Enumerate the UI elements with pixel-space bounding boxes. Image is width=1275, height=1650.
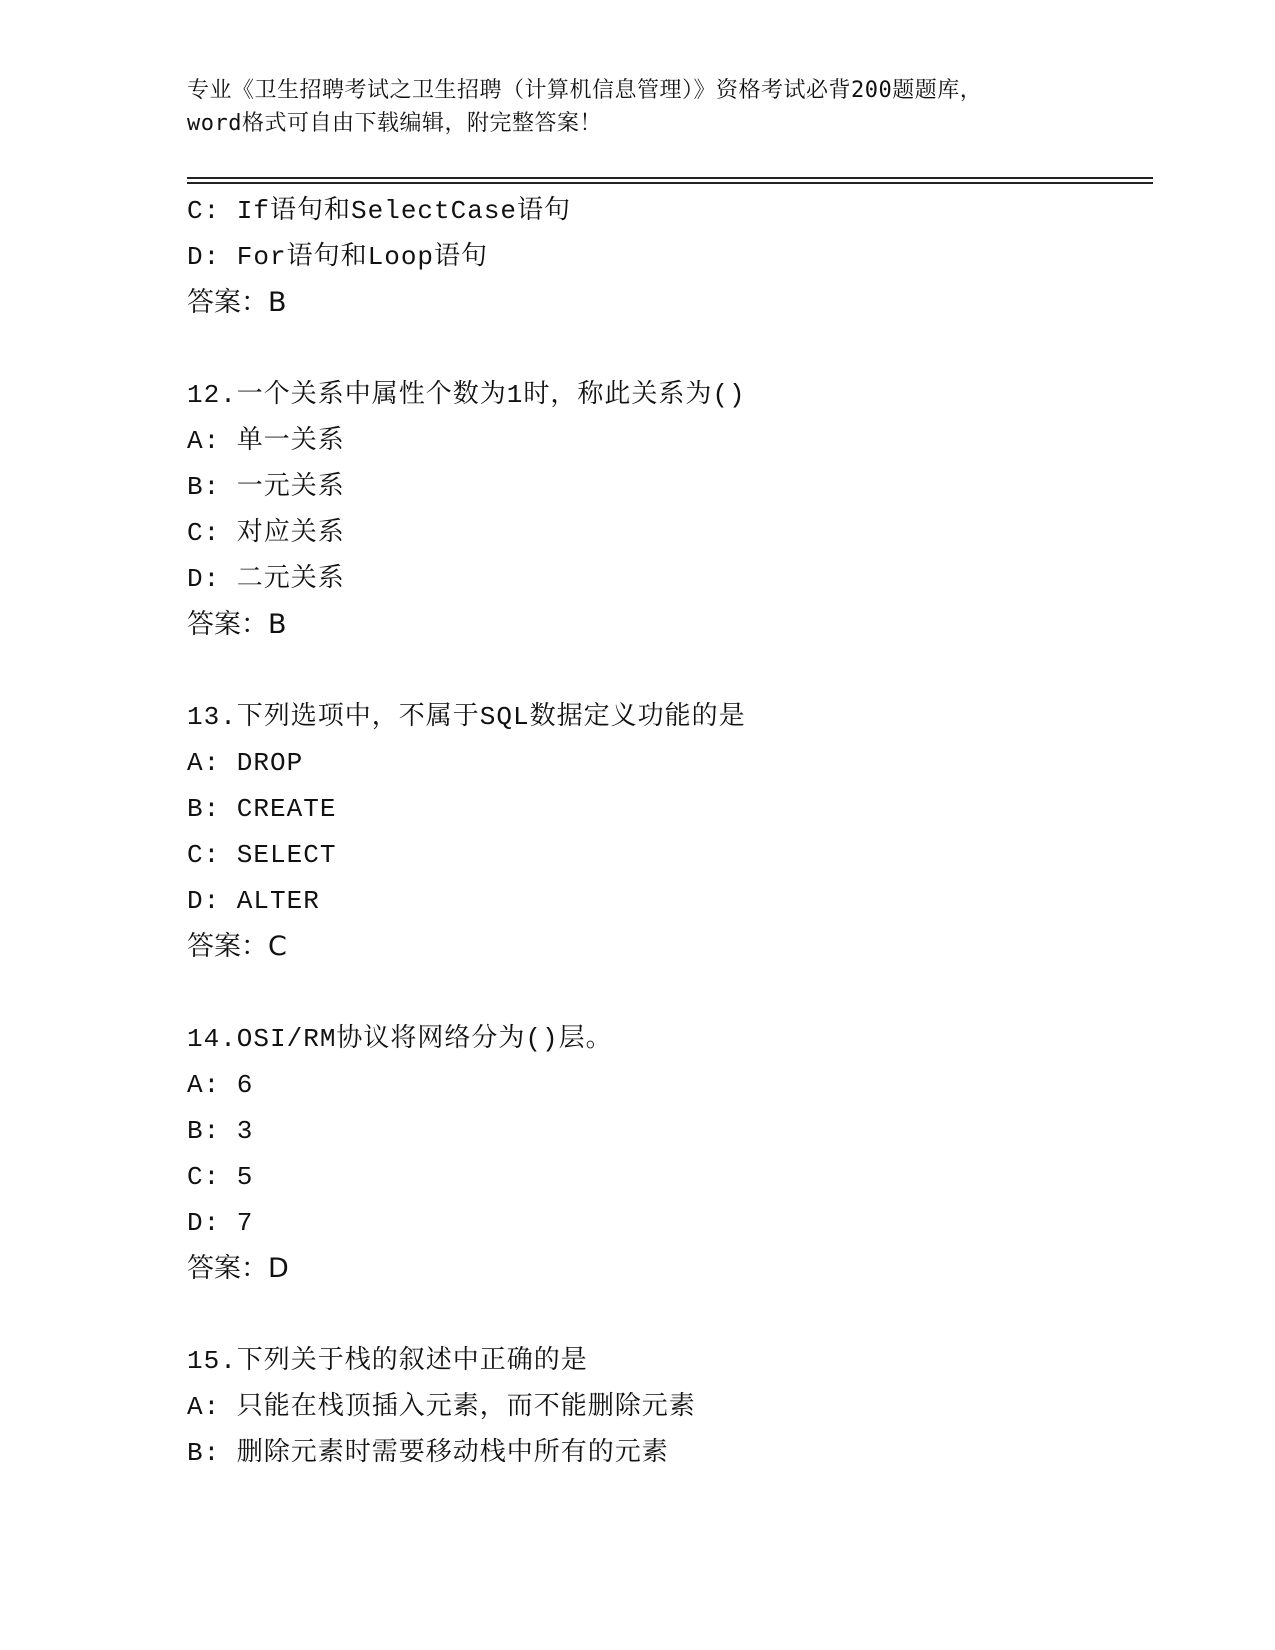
- question-15: [187, 1338, 1153, 1476]
- question-stem: 15.下列关于栈的叙述中正确的是: [187, 1346, 588, 1376]
- option-b: B: 一元关系: [187, 472, 345, 502]
- question-stem: 12.一个关系中属性个数为1时，称此关系为(): [187, 380, 746, 410]
- option-d: D: ALTER: [187, 886, 320, 916]
- question-stem: 14.OSI/RM协议将网络分为()层。: [187, 1024, 613, 1054]
- option-c: C: SELECT: [187, 840, 337, 870]
- option-d: D: For语句和Loop语句: [187, 242, 489, 272]
- option-a: A: 6: [187, 1070, 254, 1100]
- option-d: D: 二元关系: [187, 564, 345, 594]
- option-a: A: 单一关系: [187, 426, 345, 456]
- question-14: [187, 1016, 1153, 1292]
- answer: 答案：B: [187, 287, 287, 318]
- option-a: A: DROP: [187, 748, 304, 778]
- answer: 答案：C: [187, 931, 287, 962]
- option-b: B: CREATE: [187, 794, 337, 824]
- question-13: [187, 694, 1153, 970]
- header-line-2: word格式可自由下载编辑，附完整答案！: [187, 111, 602, 136]
- header-divider-top: [187, 177, 1153, 179]
- option-b: B: 3: [187, 1116, 254, 1146]
- option-c: C: 5: [187, 1162, 254, 1192]
- header-divider-bottom: [187, 182, 1153, 184]
- spacer: [187, 648, 1153, 694]
- question-11-tail: [187, 188, 1153, 326]
- answer: 答案：D: [187, 1253, 289, 1284]
- option-a: A: 只能在栈顶插入元素，而不能删除元素: [187, 1392, 696, 1422]
- spacer: [187, 970, 1153, 1016]
- option-d: D: 7: [187, 1208, 254, 1238]
- option-c: C: 对应关系: [187, 518, 345, 548]
- answer: 答案：B: [187, 609, 287, 640]
- question-list: [187, 188, 1153, 1476]
- document-header: [187, 74, 1087, 140]
- question-stem: 13.下列选项中，不属于SQL数据定义功能的是: [187, 702, 746, 732]
- question-12: [187, 372, 1153, 648]
- option-b: B: 删除元素时需要移动栈中所有的元素: [187, 1438, 669, 1468]
- spacer: [187, 326, 1153, 372]
- header-line-1: 专业《卫生招聘考试之卫生招聘（计算机信息管理）》资格考试必背200题题库，: [187, 78, 983, 103]
- spacer: [187, 1292, 1153, 1338]
- option-c: C: If语句和SelectCase语句: [187, 196, 572, 226]
